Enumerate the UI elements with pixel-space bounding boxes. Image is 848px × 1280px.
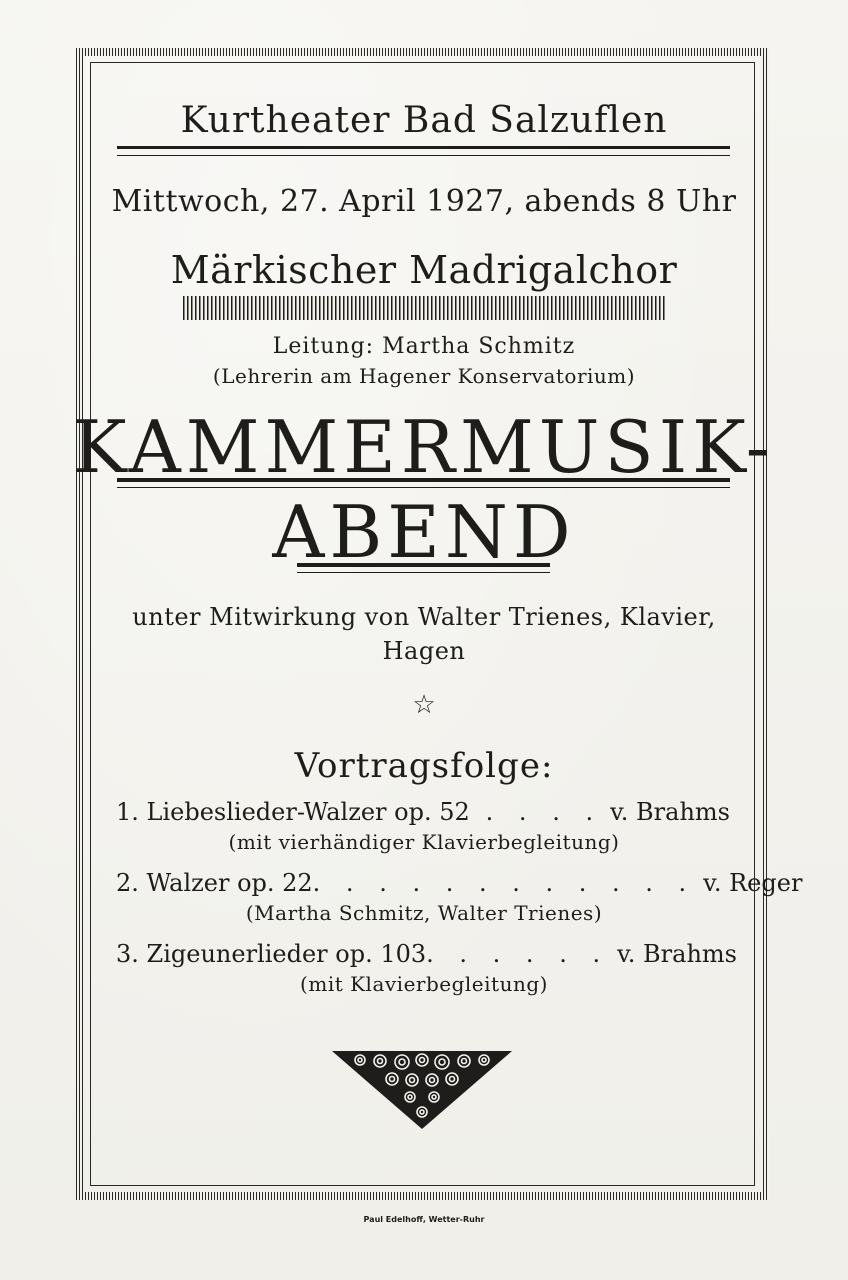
program-item-title: Liebeslieder-Walzer op. 52 [146,798,470,826]
program-item-note: (mit Klavierbegleitung) [300,972,548,996]
program-item-number: 3. [116,940,139,968]
printer-credit: Paul Edelhoff, Wetter-Ruhr [363,1215,485,1224]
performer-credit-line2: Hagen [382,637,466,665]
program-item-title: Walzer op. 22 [146,869,313,897]
program-item-2 [116,869,803,897]
choir-hatch-bar [183,296,665,320]
program-item-leader: . . . . . . [426,940,610,968]
program-heading: Vortragsfolge: [294,746,554,786]
program-item-3 [116,940,737,968]
star-outline-icon: ☆ [412,690,436,720]
program-item-1 [116,798,730,826]
conductor-position: (Lehrerin am Hagener Konservatorium) [212,364,636,388]
main-title-line2: ABEND [272,490,576,574]
performer-credit-line1: unter Mitwirkung von Walter Trienes, Klavier, [132,603,716,631]
theater-rule [117,146,730,156]
program-item-composer: v. Reger [703,869,803,897]
program-item-note: (mit vierhändiger Klavierbegleitung) [228,830,620,854]
program-item-leader: . . . . . . . . . . . . [312,869,696,897]
performer-credit [0,600,848,668]
event-date: Mittwoch, 27. April 1927, abends 8 Uhr [111,184,737,219]
main-title-line1: KAMMERMUSIK- [72,405,776,489]
scroll-ornament-icon [330,1045,514,1130]
theater-name: Kurtheater Bad Salzuflen [180,100,668,141]
conductor-line: Leitung: Martha Schmitz [272,334,576,359]
title-rule [117,478,730,488]
program-item-number: 1. [116,798,139,826]
choir-name: Märkischer Madrigalchor [170,248,678,292]
program-item-note: (Martha Schmitz, Walter Trienes) [245,901,603,925]
program-item-composer: v. Brahms [617,940,737,968]
program-item-number: 2. [116,869,139,897]
abend-rule [297,563,550,573]
program-item-composer: v. Brahms [610,798,730,826]
program-item-leader: . . . . [485,798,603,826]
program-item-title: Zigeunerlieder op. 103 [146,940,427,968]
